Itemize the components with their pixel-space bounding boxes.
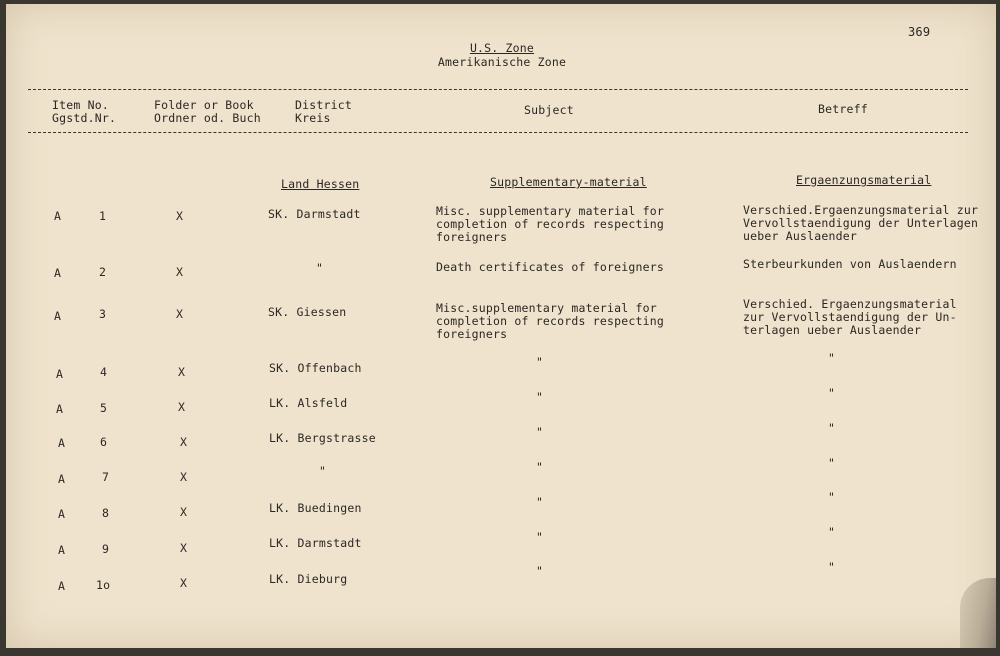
- row-district: SK. Giessen: [268, 305, 347, 319]
- row-letter: A: [54, 209, 62, 223]
- document-page: [6, 4, 996, 648]
- row-district: LK. Buedingen: [269, 501, 362, 515]
- row-folder: X: [176, 265, 184, 279]
- row-folder: X: [178, 400, 186, 414]
- row-subject: ": [536, 495, 544, 509]
- page-number: 369: [908, 25, 931, 39]
- row-letter: A: [58, 543, 66, 557]
- row-subject: ": [536, 355, 544, 369]
- row-district: LK. Alsfeld: [269, 396, 348, 410]
- row-district: SK. Offenbach: [269, 361, 362, 375]
- row-number: 5: [100, 401, 108, 415]
- zone-subtitle: Amerikanische Zone: [437, 55, 567, 69]
- row-district: ": [319, 464, 327, 478]
- row-betreff: ": [828, 421, 836, 435]
- row-number: 1: [99, 209, 107, 223]
- row-betreff: Sterbeurkunden von Auslaendern: [743, 257, 957, 271]
- header-rule-bottom: [28, 132, 968, 133]
- row-letter: A: [54, 266, 62, 280]
- row-betreff: ": [828, 351, 836, 365]
- row-subject: ": [536, 564, 544, 578]
- row-number: 9: [102, 542, 110, 556]
- row-subject: ": [536, 460, 544, 474]
- row-subject: ": [536, 390, 544, 404]
- row-subject: Misc.supplementary material for completion of records respecting foreigners: [436, 301, 664, 341]
- row-number: 3: [99, 307, 107, 321]
- row-letter: A: [58, 472, 66, 486]
- header-subject: Subject: [524, 103, 574, 117]
- row-betreff: Verschied.Ergaenzungsmaterial zur Vervollstaendigung der Unterlagen ueber Auslaender: [743, 203, 979, 243]
- row-folder: X: [180, 576, 188, 590]
- header-district: District Kreis: [295, 98, 352, 125]
- row-letter: A: [56, 367, 64, 381]
- row-district: ": [316, 261, 324, 275]
- row-district: LK. Bergstrasse: [269, 431, 376, 445]
- row-folder: X: [180, 541, 188, 555]
- row-number: 2: [99, 265, 107, 279]
- row-number: 8: [102, 506, 110, 520]
- row-subject: ": [536, 530, 544, 544]
- row-betreff: Verschied. Ergaenzungsmaterial zur Vervollstaendigung der Un- terlagen ueber Auslaender: [743, 297, 957, 337]
- row-betreff: ": [828, 560, 836, 574]
- row-betreff: ": [828, 386, 836, 400]
- row-folder: X: [178, 365, 186, 379]
- row-district: LK. Darmstadt: [269, 536, 362, 550]
- row-letter: A: [58, 436, 66, 450]
- row-folder: X: [176, 209, 184, 223]
- section-subject: Supplementary-material: [490, 175, 647, 189]
- section-land: Land Hessen: [281, 177, 360, 191]
- row-district: SK. Darmstadt: [268, 207, 361, 221]
- row-district: LK. Dieburg: [269, 572, 348, 586]
- header-rule-top: [28, 89, 968, 90]
- header-betreff: Betreff: [818, 102, 868, 116]
- row-number: 1o: [96, 578, 111, 592]
- section-betreff: Ergaenzungsmaterial: [796, 173, 932, 187]
- row-letter: A: [58, 579, 66, 593]
- header-folder: Folder or Book Ordner od. Buch: [154, 98, 261, 125]
- row-number: 6: [100, 435, 108, 449]
- row-subject: Death certificates of foreigners: [436, 260, 664, 274]
- row-number: 7: [102, 470, 110, 484]
- row-letter: A: [58, 507, 66, 521]
- row-folder: X: [176, 307, 184, 321]
- row-number: 4: [100, 365, 108, 379]
- zone-title: U.S. Zone: [469, 41, 535, 55]
- row-betreff: ": [828, 490, 836, 504]
- row-betreff: ": [828, 456, 836, 470]
- row-subject: ": [536, 425, 544, 439]
- row-folder: X: [180, 470, 188, 484]
- row-folder: X: [180, 505, 188, 519]
- row-letter: A: [56, 402, 64, 416]
- row-subject: Misc. supplementary material for completion of records respecting foreigners: [436, 204, 664, 244]
- row-letter: A: [54, 309, 62, 323]
- row-betreff: ": [828, 525, 836, 539]
- row-folder: X: [180, 435, 188, 449]
- page-curl: [960, 578, 996, 648]
- header-item-no: Item No. Ggstd.Nr.: [52, 98, 117, 125]
